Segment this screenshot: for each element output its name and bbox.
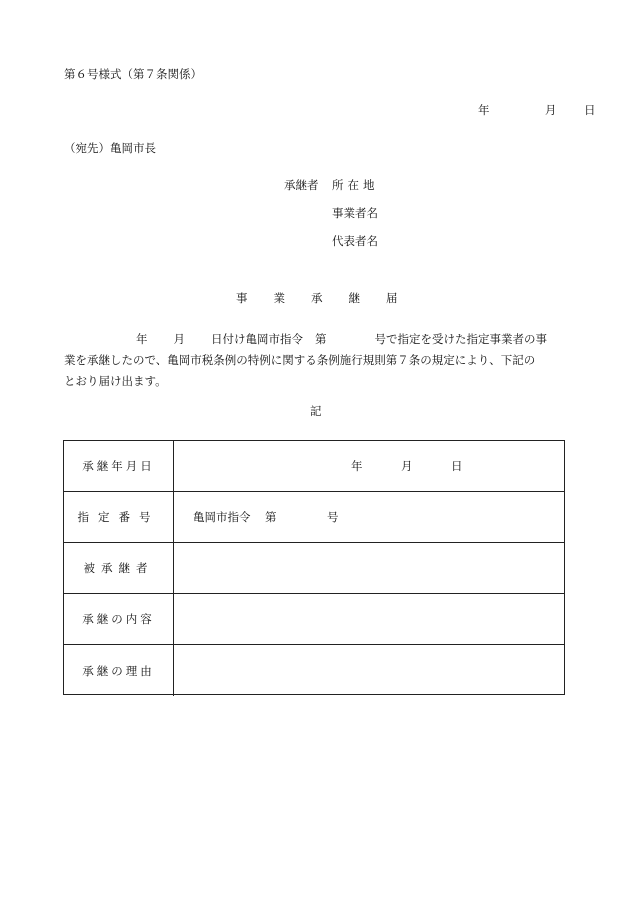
- applicant-role: 承継者: [284, 178, 319, 192]
- ki-heading: 記: [310, 404, 322, 418]
- row-value: [175, 543, 564, 593]
- row-label: 指定番号: [64, 492, 174, 542]
- date-day: 日: [583, 103, 596, 117]
- addressee: （宛先）亀岡市長: [64, 141, 156, 155]
- table-date-year: 年: [351, 459, 363, 473]
- body-month: 月: [173, 332, 185, 346]
- date-month: 月: [544, 103, 557, 117]
- table-row-designation-number: [64, 492, 564, 543]
- body-line-1: [64, 329, 566, 350]
- designation-go: 号: [327, 510, 339, 524]
- location-label: 所在地: [332, 178, 379, 192]
- form-number: 第６号様式（第７条関係）: [64, 67, 202, 81]
- document-title: 事業承継届: [236, 291, 424, 305]
- row-label: 承継の内容: [64, 594, 174, 644]
- body-year: 年: [136, 332, 148, 346]
- table-date-day: 日: [451, 459, 463, 473]
- table-row-succession-content: [64, 594, 564, 645]
- body-line-2: 業を承継したので、亀岡市税条例の特例に関する条例施行規則第７条の規定により、下記の: [64, 353, 536, 367]
- body-line-3: とおり届け出ます。: [64, 374, 167, 388]
- table-row-predecessor: [64, 543, 564, 594]
- table-row-succession-reason: [64, 645, 564, 696]
- body-dated: 日付け亀岡市指令: [211, 332, 303, 346]
- representative-label: 代表者名: [332, 234, 378, 248]
- table-row-succession-date: [64, 441, 564, 492]
- designation-prefix: 亀岡市指令: [193, 510, 251, 524]
- body-rest: 号で指定を受けた指定事業者の事: [374, 332, 547, 346]
- row-value: [175, 492, 564, 542]
- date-year: 年: [478, 103, 490, 117]
- succession-table: [63, 440, 565, 695]
- submission-date: [478, 105, 595, 117]
- row-label: 承継年月日: [64, 441, 174, 491]
- business-name-label: 事業者名: [332, 206, 378, 220]
- row-label: 被承継者: [64, 543, 174, 593]
- body-text: [64, 329, 566, 392]
- table-date-month: 月: [401, 459, 413, 473]
- row-value: [175, 645, 564, 696]
- row-label: 承継の理由: [64, 645, 174, 696]
- body-dai: 第: [315, 332, 327, 346]
- row-value: [175, 594, 564, 644]
- row-value: [175, 441, 564, 491]
- designation-dai: 第: [265, 510, 277, 524]
